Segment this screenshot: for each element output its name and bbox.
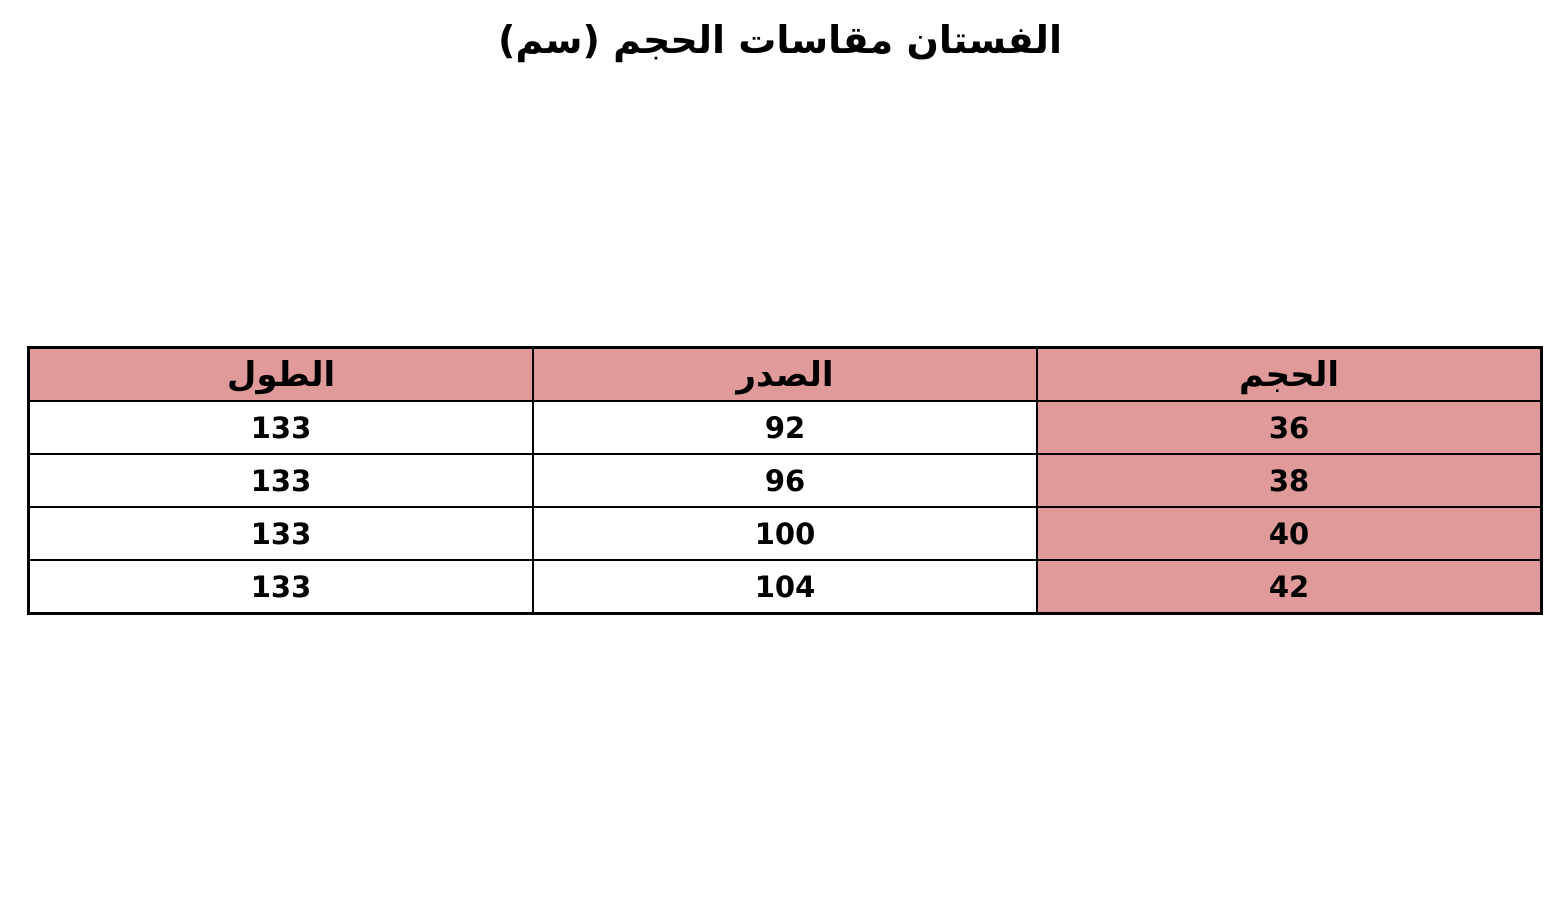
cell-chest: 104 [533, 560, 1037, 614]
cell-length: 133 [29, 507, 534, 560]
table-header-row [29, 348, 1542, 402]
table-row [29, 560, 1542, 614]
cell-chest: 92 [533, 401, 1037, 454]
cell-chest: 100 [533, 507, 1037, 560]
table-row [29, 507, 1542, 560]
cell-length: 133 [29, 401, 534, 454]
cell-chest: 96 [533, 454, 1037, 507]
page-title: الفستان مقاسات الحجم (سم) [498, 18, 1062, 62]
table-body [29, 401, 1542, 614]
size-chart-table [27, 346, 1543, 615]
cell-length: 133 [29, 560, 534, 614]
table-row [29, 401, 1542, 454]
column-header-size: الحجم [1037, 348, 1542, 402]
cell-size: 36 [1037, 401, 1542, 454]
table-header [29, 348, 1542, 402]
column-header-chest: الصدر [533, 348, 1037, 402]
cell-size: 38 [1037, 454, 1542, 507]
cell-size: 42 [1037, 560, 1542, 614]
table-row [29, 454, 1542, 507]
column-header-length: الطول [29, 348, 534, 402]
cell-size: 40 [1037, 507, 1542, 560]
cell-length: 133 [29, 454, 534, 507]
